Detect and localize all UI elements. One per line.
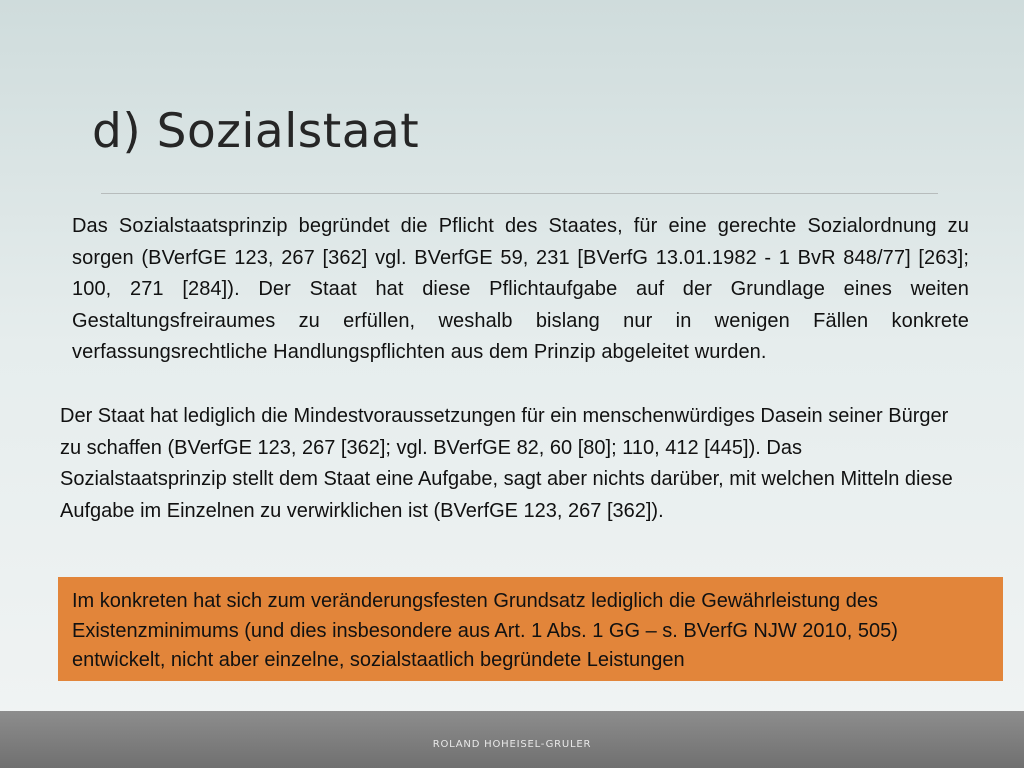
highlight-text: Im konkreten hat sich zum veränderungsfesten Grundsatz lediglich die Gewährleistung des Existenzminimums (und dies insbesondere aus Art. 1 Abs. 1 GG – s. BVerfG NJW 2010, 505) entwickelt, nicht aber einzelne, sozialstaatlich begründete Leistungen [72,590,898,671]
slide-title: d) Sozialstaat [92,104,420,159]
paragraph-mindestvoraussetzungen: Der Staat hat lediglich die Mindestvoraussetzungen für ein menschenwürdiges Dasein seiner Bürger zu schaffen (BVerfGE 123, 267 [362]; vgl. BVerfGE 82, 60 [80]; 110, 412 [445]). Das Sozialstaatsprinzip stellt dem Staat eine Aufgabe, sagt aber nichts darüber, mit welchen Mitteln diese Aufgabe im Einzelnen zu verwirklichen ist (BVerfGE 123, 267 [362]). [60,405,953,522]
paragraph-sozialstaatsprinzip: Das Sozialstaatsprinzip begründet die Pflicht des Staates, für eine gerechte Sozialordnung zu sorgen (BVerfGE 123, 267 [362] vgl. BVerfGE 59, 231 [BVerfG 13.01.1982 - 1 BvR 848/77] [263]; 100, 271 [284]). Der Staat hat diese Pflichtaufgabe auf der Grundlage eines weiten Gestaltungsfreiraumes zu erfüllen, weshalb bislang nur in wenigen Fällen konkrete verfassungsrechtliche Handlungspflichten aus dem Prinzip abgeleitet wurden. [72,215,969,363]
footer-author: ROLAND HOHEISEL-GRULER [432,739,592,750]
title-divider [101,193,938,194]
highlight-box [58,577,1003,681]
